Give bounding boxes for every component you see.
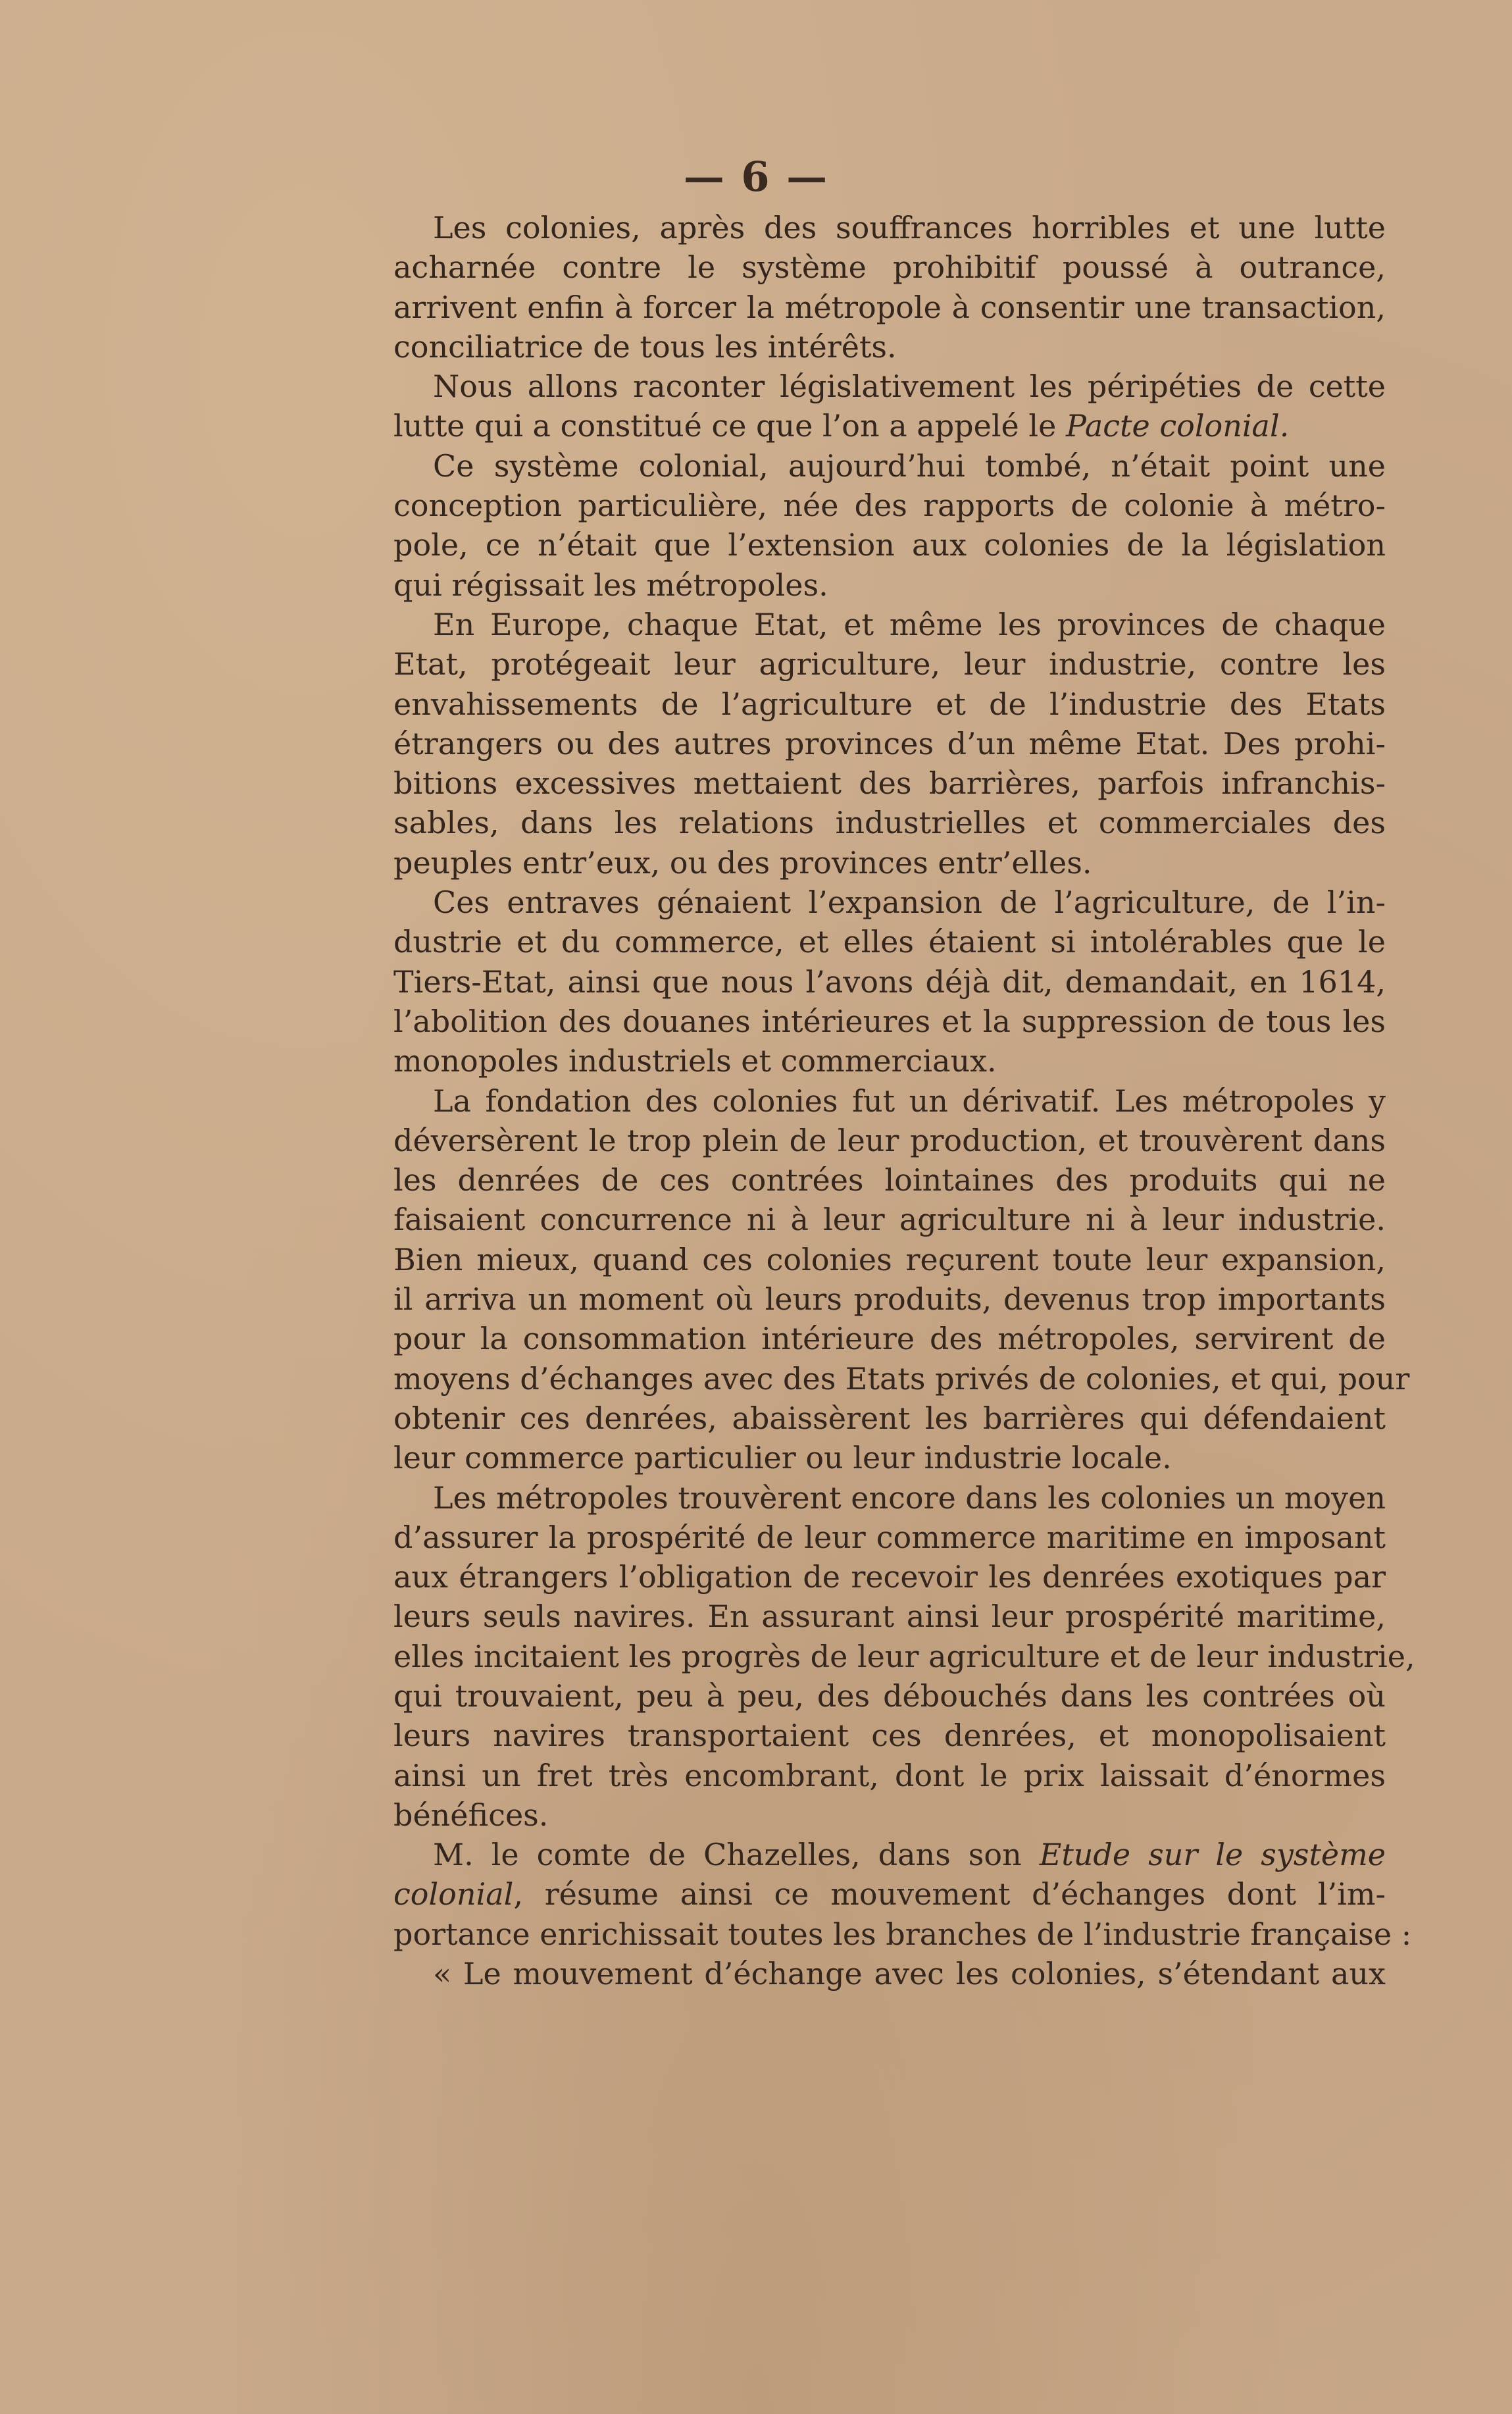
text-line (393, 1478, 1386, 1518)
text-run: pour la consommation intérieure des métropoles, servirent de (393, 1321, 1386, 1357)
text-line (393, 644, 1386, 684)
text-line (393, 1399, 1386, 1438)
text-line (393, 1795, 1386, 1835)
text-line (393, 684, 1386, 724)
italic-text-run: Etude sur le système (1039, 1837, 1386, 1873)
text-line (393, 1874, 1386, 1914)
text-line (393, 208, 1386, 247)
text-run: En Europe, chaque Etat, et même les provinces de chaque (433, 606, 1386, 642)
text-line (393, 922, 1386, 962)
text-run: dustrie et du commerce, et elles étaient si intolérables que le (393, 924, 1386, 960)
text-line (393, 1279, 1386, 1319)
text-run: Tiers-Etat, ainsi que nous l’avons déjà dit, demandait, en 1614, (393, 963, 1386, 1000)
text-line (393, 288, 1386, 327)
text-run: Bien mieux, quand ces colonies reçurent toute leur expansion, (393, 1241, 1386, 1277)
text-run: d’assurer la prospérité de leur commerce maritime en imposant (393, 1519, 1386, 1555)
text-run: M. le comte de Chazelles, dans son (433, 1837, 1040, 1873)
text-line (393, 605, 1386, 644)
text-run: Les métropoles trouvèrent encore dans les colonies un moyen (433, 1479, 1386, 1516)
text-run: bitions excessives mettaient des barrières, parfois infranchis- (393, 765, 1386, 802)
italic-text-run: Pacte colonial. (1065, 408, 1290, 444)
text-line (393, 247, 1386, 287)
text-line (393, 367, 1386, 406)
text-run: acharnée contre le système prohibitif poussé à outrance, (393, 249, 1386, 286)
text-line (393, 1597, 1386, 1636)
text-line (393, 763, 1386, 803)
text-line (393, 1160, 1386, 1200)
text-run: aux étrangers l’obligation de recevoir les denrées exotiques par (393, 1559, 1386, 1595)
text-run: peuples entr’eux, ou des provinces entr’elles. (393, 844, 1092, 881)
text-run: leur commerce particulier ou leur industrie locale. (393, 1440, 1172, 1476)
text-line (393, 1121, 1386, 1160)
text-run: les denrées de ces contrées lointaines des produits qui ne (393, 1162, 1386, 1198)
text-line (393, 1716, 1386, 1755)
text-run: Ce système colonial, aujourd’hui tombé, n’était point une (433, 448, 1386, 484)
text-run: étrangers ou des autres provinces d’un même Etat. Des prohi- (393, 725, 1386, 761)
text-line (393, 724, 1386, 763)
text-run: conception particulière, née des rapports de colonie à métro- (393, 488, 1386, 524)
text-run: Les colonies, après des souffrances horribles et une lutte (433, 210, 1386, 245)
text-run: bénéfices. (393, 1797, 549, 1833)
text-run: lutte qui a constitué ce que l’on a appelé le (393, 408, 1066, 444)
text-line (393, 525, 1386, 565)
italic-text-run: colonial (393, 1876, 514, 1913)
text-run: leurs seuls navires. En assurant ainsi leur prospérité maritime, (393, 1599, 1386, 1635)
body-text (393, 208, 1415, 1993)
text-run: Ces entraves génaient l’expansion de l’agriculture, de l’in- (433, 885, 1386, 921)
text-run: faisaient concurrence ni à leur agriculture ni à leur industrie. (393, 1202, 1386, 1238)
text-line (393, 803, 1386, 842)
text-run: Nous allons raconter législativement les péripéties de cette (433, 369, 1386, 405)
text-line (393, 1438, 1386, 1477)
text-line (393, 1756, 1386, 1795)
text-line (393, 1041, 1386, 1081)
text-run: déversèrent le trop plein de leur production, et trouvèrent dans (393, 1122, 1386, 1158)
text-run: Etat, protégeait leur agriculture, leur industrie, contre les (393, 646, 1386, 682)
text-run: moyens d’échanges avec des Etats privés de colonies, et qui, pour (393, 1360, 1410, 1397)
text-run: leurs navires transportaient ces denrées, et monopolisaient (393, 1718, 1386, 1754)
text-line (393, 327, 1386, 367)
text-line (393, 1200, 1386, 1239)
text-run: qui trouvaient, peu à peu, des débouchés dans les contrées où (393, 1678, 1386, 1714)
text-line (393, 1240, 1386, 1279)
text-run: portance enrichissait toutes les branches de l’industrie française : (393, 1916, 1412, 1952)
text-run: , résume ainsi ce mouvement d’échanges dont l’im- (513, 1876, 1386, 1913)
text-run: l’abolition des douanes intérieures et la suppression de tous les (393, 1003, 1386, 1039)
text-line (393, 962, 1386, 1002)
text-line (393, 1676, 1386, 1716)
text-line (393, 1359, 1410, 1399)
text-line (393, 1954, 1386, 1993)
text-line (393, 1914, 1412, 1954)
text-line (393, 1835, 1386, 1874)
text-run: elles incitaient les progrès de leur agriculture et de leur industrie, (393, 1638, 1415, 1674)
text-run: conciliatrice de tous les intérêts. (393, 328, 897, 365)
text-run: La fondation des colonies fut un dérivatif. Les métropoles y (433, 1083, 1386, 1119)
text-line (393, 1081, 1386, 1121)
text-line (393, 1319, 1386, 1358)
text-run: sables, dans les relations industrielles et commerciales des (393, 805, 1386, 841)
text-run: pole, ce n’était que l’extension aux colonies de la législation (393, 527, 1386, 563)
text-line (393, 1637, 1415, 1676)
text-line (393, 883, 1386, 922)
text-line (393, 406, 1386, 446)
text-line (393, 1557, 1386, 1597)
text-line (393, 565, 1386, 605)
text-line (393, 843, 1386, 883)
text-run: envahissements de l’agriculture et de l’industrie des Etats (393, 686, 1386, 722)
text-run: arrivent enfin à forcer la métropole à consentir une transaction, (393, 289, 1386, 325)
text-run: « Le mouvement d’échange avec les colonies, s’étendant aux (433, 1956, 1386, 1992)
text-run: ainsi un fret très encombrant, dont le prix laissait d’énormes (393, 1757, 1386, 1793)
text-run: qui régissait les métropoles. (393, 567, 828, 603)
text-line (393, 486, 1386, 525)
text-line (393, 1002, 1386, 1041)
text-line (393, 1518, 1386, 1557)
text-run: monopoles industriels et commerciaux. (393, 1043, 997, 1079)
text-run: il arriva un moment où leurs produits, devenus trop importants (393, 1281, 1386, 1318)
page-number: — 6 — (683, 153, 829, 201)
text-line (393, 446, 1386, 486)
text-run: obtenir ces denrées, abaissèrent les barrières qui défendaient (393, 1400, 1386, 1436)
